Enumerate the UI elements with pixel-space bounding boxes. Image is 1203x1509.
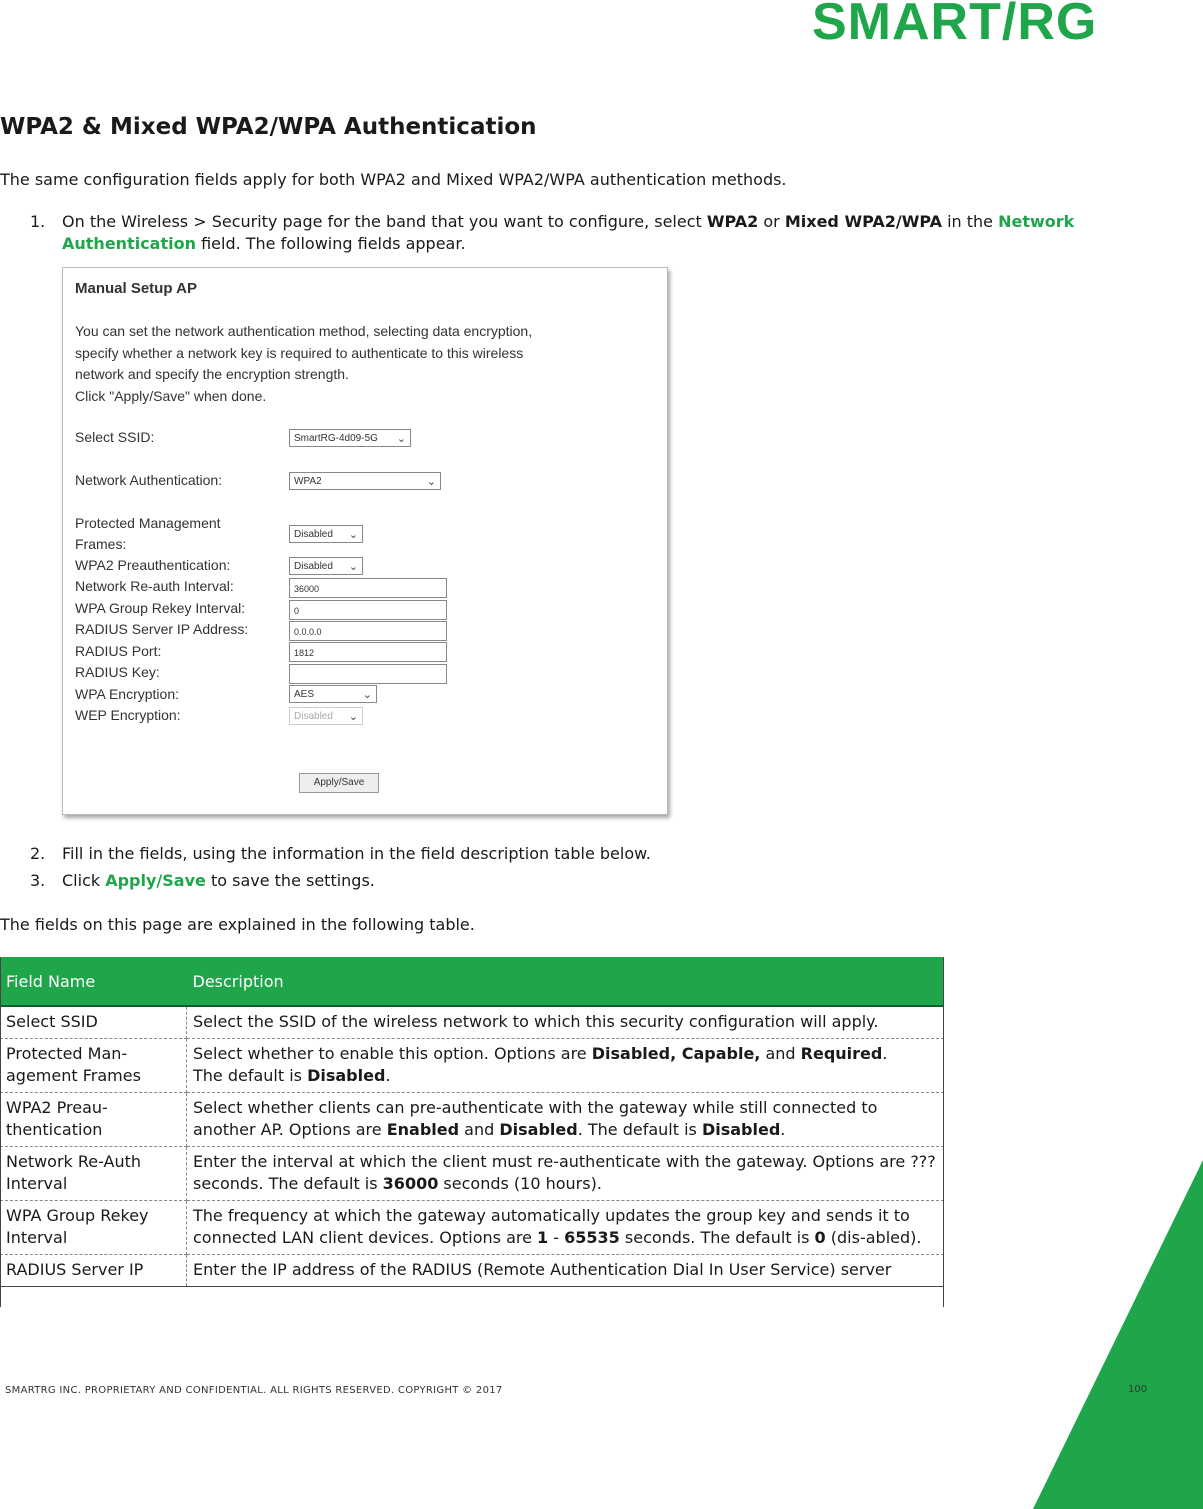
chevron-down-icon: ⌄ bbox=[348, 561, 358, 573]
header-field-name: Field Name bbox=[0, 957, 187, 1006]
pmf-select[interactable]: Disabled ⌄ bbox=[289, 525, 363, 543]
rekey-input[interactable]: 0 bbox=[289, 600, 447, 620]
chevron-down-icon: ⌄ bbox=[348, 529, 358, 541]
label-radius-key: RADIUS Key: bbox=[75, 664, 160, 680]
table-row: WPA2 Preau- thentication Select whether clients can pre-authenticate with the gateway while still connected to another AP. Options are Enabled and Disabled. The default is Disabled. bbox=[0, 1093, 944, 1147]
manual-setup-ap-screenshot bbox=[62, 267, 668, 815]
step-number: 1. bbox=[30, 212, 46, 231]
apply-save-button[interactable]: Apply/Save bbox=[299, 773, 379, 793]
network-auth-select[interactable]: WPA2 ⌄ bbox=[289, 472, 441, 490]
label-select-ssid: Select SSID: bbox=[75, 429, 155, 445]
network-authentication-ref: Network Authentication bbox=[62, 212, 1075, 253]
label-network-auth: Network Authentication: bbox=[75, 472, 223, 488]
table-border-right bbox=[943, 957, 944, 1307]
radius-port-input[interactable]: 1812 bbox=[289, 642, 447, 662]
table-border-left bbox=[0, 957, 1, 1307]
preauth-select[interactable]: Disabled ⌄ bbox=[289, 557, 363, 575]
table-row: WPA Group Rekey Interval The frequency at which the gateway automatically updates the group key and sends it to connected LAN client devices. Options are 1 - 65535 seconds. The default is 0 (dis-abled). bbox=[0, 1201, 944, 1255]
table-row: Protected Man- agement Frames Select whether to enable this option. Options are Disabled, Capable, and Required. The default is Disabled. bbox=[0, 1039, 944, 1093]
label-pmf-1: Protected Management bbox=[75, 515, 221, 531]
intro-paragraph: The same configuration fields apply for both WPA2 and Mixed WPA2/WPA authentication methods. bbox=[0, 170, 787, 189]
table-intro: The fields on this page are explained in the following table. bbox=[0, 915, 475, 934]
table-header-row bbox=[0, 957, 944, 1006]
label-rekey: WPA Group Rekey Interval: bbox=[75, 600, 246, 616]
radius-ip-input[interactable]: 0.0.0.0 bbox=[289, 621, 447, 641]
table-row: Network Re-Auth Interval Enter the interval at which the client must re-authenticate with the gateway. Options are ??? seconds. The default is 36000 seconds (10 hours). bbox=[0, 1147, 944, 1201]
wep-encryption-select: Disabled ⌄ bbox=[289, 707, 363, 725]
ssid-select[interactable]: SmartRG-4d09-5G ⌄ bbox=[289, 429, 411, 447]
apply-save-ref: Apply/Save bbox=[105, 871, 206, 890]
screenshot-intro: You can set the network authentication method, selecting data encryption, specify whether a network key is required to authenticate to this wireless network and specify the encryption strength. Click "Apply/Save" when done. bbox=[75, 323, 533, 404]
label-preauth: WPA2 Preauthentication: bbox=[75, 557, 231, 573]
header-description: Description bbox=[187, 957, 945, 1006]
chevron-down-icon: ⌄ bbox=[396, 433, 406, 445]
screenshot-title: Manual Setup AP bbox=[75, 280, 197, 297]
reauth-input[interactable]: 36000 bbox=[289, 578, 447, 598]
chevron-down-icon: ⌄ bbox=[362, 689, 372, 701]
chevron-down-icon: ⌄ bbox=[426, 476, 436, 488]
radius-key-input[interactable] bbox=[289, 664, 447, 684]
label-radius-ip: RADIUS Server IP Address: bbox=[75, 621, 249, 637]
table-row: Select SSID Select the SSID of the wireless network to which this security configuration will apply. bbox=[0, 1006, 944, 1039]
label-radius-port: RADIUS Port: bbox=[75, 643, 162, 659]
wpa-encryption-select[interactable]: AES ⌄ bbox=[289, 685, 377, 703]
section-heading: WPA2 & Mixed WPA2/WPA Authentication bbox=[0, 114, 537, 140]
footer-copyright: SMARTRG INC. PROPRIETARY AND CONFIDENTIAL. ALL RIGHTS RESERVED. COPYRIGHT © 2017 bbox=[5, 1385, 503, 1396]
label-wpa-encryption: WPA Encryption: bbox=[75, 686, 180, 702]
table-row: RADIUS Server IP Enter the IP address of the RADIUS (Remote Authentication Dial In User Service) server bbox=[0, 1255, 944, 1287]
field-description-table bbox=[0, 957, 944, 1287]
page-number: 100 bbox=[1128, 1384, 1148, 1395]
label-pmf-2: Frames: bbox=[75, 536, 127, 552]
label-wep-encryption: WEP Encryption: bbox=[75, 707, 181, 723]
label-reauth: Network Re-auth Interval: bbox=[75, 578, 234, 594]
smartrg-logo: SMART/RG bbox=[812, 0, 1098, 51]
chevron-down-icon: ⌄ bbox=[348, 711, 358, 723]
